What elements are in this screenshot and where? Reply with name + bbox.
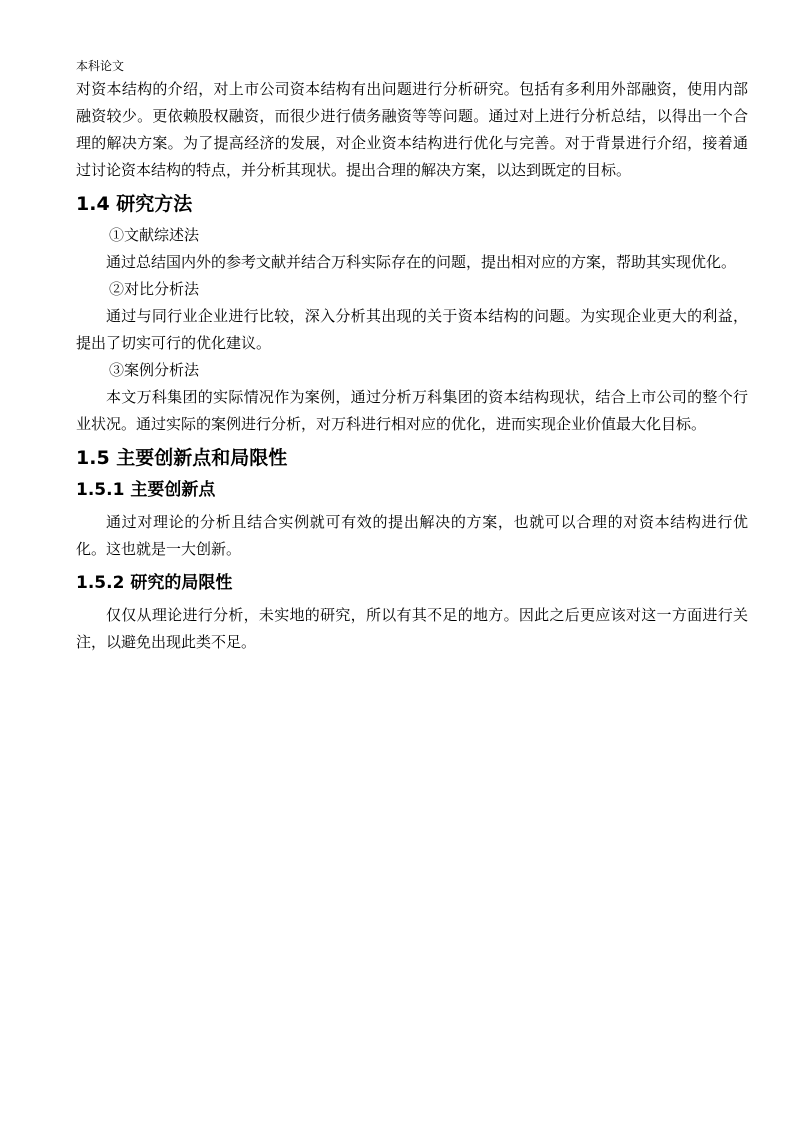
method-title-comparison: ②对比分析法 xyxy=(109,280,200,298)
subsection-heading-1-5-1: 1.5.1 主要创新点 xyxy=(76,480,216,500)
subsection-text-1-5-2: 仅仅从理论进行分析，未实地的研究，所以有其不足的地方。因此之后更应该对这一方面进行关注，以避免出现此类不足。 xyxy=(76,606,748,651)
page-header: 本科论文 xyxy=(76,59,125,73)
intro-paragraph: 对资本结构的介绍，对上市公司资本结构有出问题进行分析研究。包括有多利用外部融资，使用内部融资较少。更依赖股权融资，而很少进行债务融资等等问题。通过对上进行分析总结，以得出一个合理的解决方案。为了提高经济的发展，对企业资本结构进行优化与完善。对于背景进行介绍，接着通过讨论资本结构的特点，并分析其现状。提出合理的解决方案，以达到既定的目标。 xyxy=(76,80,748,179)
subsection-heading-1-5-2: 1.5.2 研究的局限性 xyxy=(76,573,233,593)
method-title-case-study: ③案例分析法 xyxy=(109,361,200,379)
method-text-literature: 通过总结国内外的参考文献并结合万科实际存在的问题，提出相对应的方案，帮助其实现优化。 xyxy=(106,253,737,271)
section-heading-1-4: 1.4 研究方法 xyxy=(76,193,193,215)
method-text-comparison: 通过与同行业企业进行比较，深入分析其出现的关于资本结构的问题。为实现企业更大的利益，提出了切实可行的优化建议。 xyxy=(76,307,748,352)
section-heading-1-5: 1.5 主要创新点和局限性 xyxy=(76,447,288,469)
document-body xyxy=(76,76,748,656)
subsection-text-1-5-1: 通过对理论的分析且结合实例就可有效的提出解决的方案，也就可以合理的对资本结构进行优化。这也就是一大创新。 xyxy=(76,513,748,558)
method-text-case-study: 本文万科集团的实际情况作为案例，通过分析万科集团的资本结构现状，结合上市公司的整个行业状况。通过实际的案例进行分析，对万科进行相对应的优化，进而实现企业价值最大化目标。 xyxy=(76,388,748,433)
method-title-literature: ①文献综述法 xyxy=(109,226,200,244)
